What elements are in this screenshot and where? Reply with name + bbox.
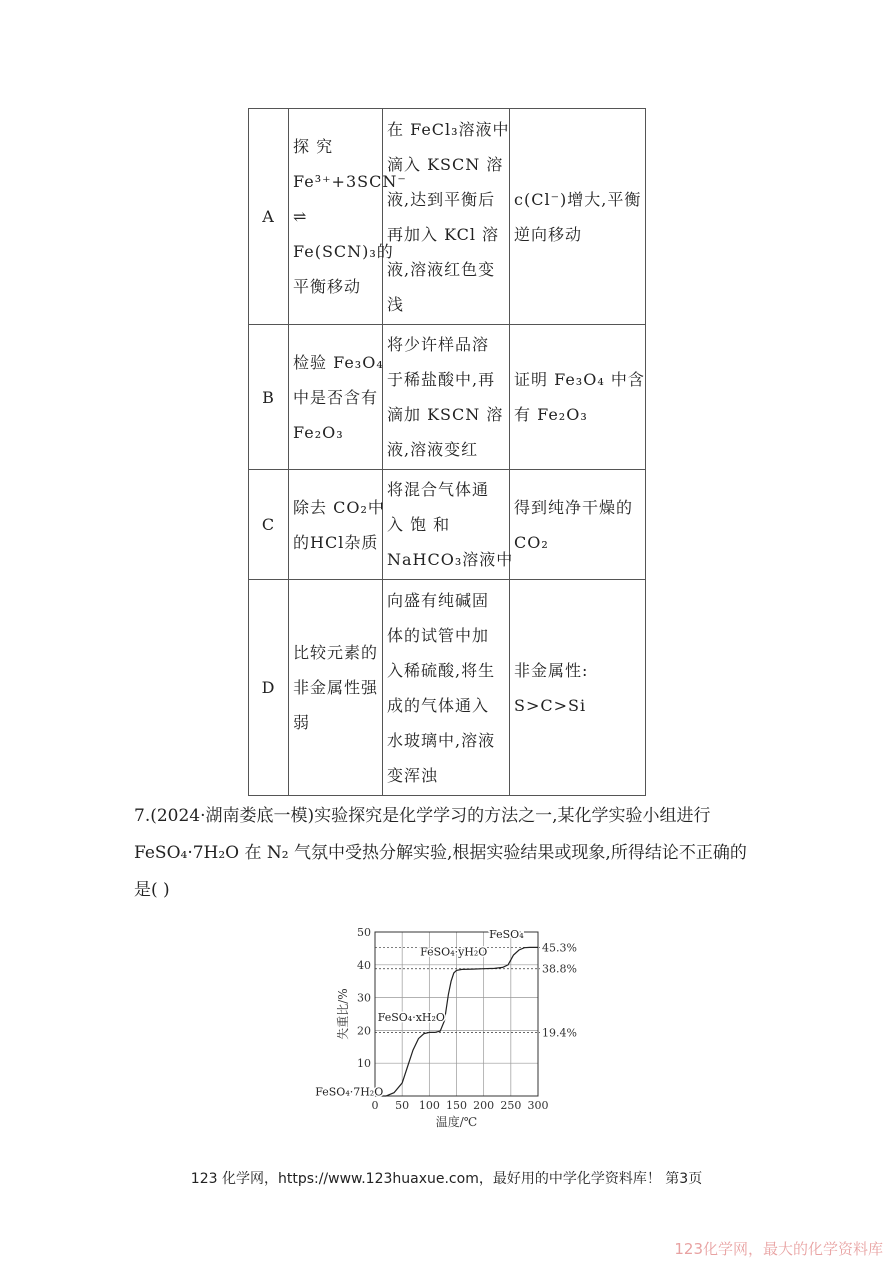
cell-line: NaHCO₃溶液中 — [387, 550, 514, 569]
table-row — [249, 109, 646, 325]
cell-line: 液,溶液红色变 — [387, 259, 496, 279]
x-tick-label: 100 — [418, 1099, 440, 1112]
conclusion-cell — [510, 580, 646, 796]
cell-line: 逆向移动 — [514, 224, 583, 244]
purpose-cell — [289, 580, 383, 796]
option-label: A — [249, 109, 289, 325]
cell-line: 于稀盐酸中,再 — [387, 370, 496, 389]
page-footer: 123 化学网，https://www.123huaxue.com，最好用的中学化学资料库！ 第3页 — [190, 1171, 703, 1187]
experiment-table — [248, 108, 646, 796]
cell-line: 浅 — [387, 294, 405, 314]
x-tick-label: 50 — [395, 1099, 410, 1112]
question-7 — [134, 798, 774, 909]
cell-line: 入稀硫酸,将生 — [387, 660, 496, 680]
table-row — [249, 580, 646, 796]
reference-label: 19.4% — [542, 1026, 577, 1040]
cell-line: 证明 Fe₃O₄ 中含 — [514, 370, 645, 389]
y-tick-label: 30 — [357, 991, 371, 1005]
cell-line: 液,溶液变红 — [387, 440, 479, 459]
cell-line: 中是否含有 — [293, 387, 379, 407]
y-tick-label: 10 — [357, 1057, 371, 1071]
table-row — [249, 325, 646, 470]
x-tick-label: 150 — [446, 1099, 467, 1112]
operation-cell — [383, 470, 514, 580]
purpose-cell — [289, 109, 407, 325]
operation-cell — [383, 325, 510, 470]
cell-line: 得到纯净干燥的 — [514, 497, 634, 517]
x-tick-label: 0 — [371, 1099, 379, 1112]
chart-annotation: FeSO₄·yH₂O — [420, 945, 488, 959]
cell-line: 向盛有纯碱固 — [387, 590, 490, 610]
cell-line: 滴加 KSCN 溶 — [387, 405, 504, 424]
chart-annotation: FeSO₄·xH₂O — [377, 1011, 445, 1025]
option-label: B — [249, 325, 289, 470]
cell-line: 在 FeCl₃溶液中 — [387, 119, 510, 139]
y-tick-label: 50 — [357, 926, 371, 939]
question-line-1: 7.(2024·湖南娄底一模)实验探究是化学学习的方法之一,某化学实验小组进行 — [134, 806, 711, 826]
option-label: D — [249, 580, 289, 796]
operation-cell — [383, 109, 510, 325]
cell-line: 检验 Fe₃O₄ — [293, 352, 384, 372]
cell-line: 探 究 — [293, 137, 334, 156]
y-axis-label: 失重比/% — [336, 988, 350, 1040]
cell-line: c(Cl⁻)增大,平衡 — [514, 189, 642, 209]
cell-line: 弱 — [293, 713, 311, 732]
conclusion-cell — [510, 109, 646, 325]
x-axis-label: 温度/℃ — [435, 1115, 478, 1129]
cell-line: 液,达到平衡后 — [387, 189, 496, 209]
question-line-2: FeSO₄·7H₂O 在 N₂ 气氛中受热分解实验,根据实验结果或现象,所得结论不正确的 — [134, 843, 747, 863]
cell-line: 变浑浊 — [387, 765, 439, 785]
purpose-cell — [289, 470, 383, 580]
cell-line: 将少许样品溶 — [387, 335, 490, 354]
chart-svg — [310, 920, 600, 1135]
operation-cell — [383, 580, 510, 796]
cell-line: 的HCl杂质 — [293, 532, 379, 552]
mass-loss-chart — [310, 920, 600, 1139]
purpose-cell — [289, 325, 383, 470]
conclusion-cell — [510, 470, 646, 580]
cell-line: 体的试管中加 — [387, 625, 490, 645]
reference-label: 38.8% — [542, 962, 577, 976]
cell-line: S>C>Si — [514, 695, 587, 715]
cell-line: 平衡移动 — [293, 277, 362, 296]
conclusion-cell — [510, 325, 646, 470]
cell-line: 比较元素的 — [293, 643, 379, 662]
y-tick-label: 40 — [357, 958, 371, 972]
cell-line: 除去 CO₂中 — [293, 497, 385, 517]
cell-line: 入 饱 和 — [387, 515, 451, 534]
cell-line: Fe(SCN)₃的 — [293, 242, 394, 261]
table-row — [249, 470, 646, 580]
cell-line: 有 Fe₂O₃ — [514, 405, 588, 424]
cell-line: 非金属性: — [514, 660, 589, 680]
x-tick-label: 300 — [527, 1099, 549, 1112]
cell-line: ⇌ — [293, 207, 308, 226]
x-tick-label: 250 — [500, 1099, 522, 1112]
cell-line: 滴入 KSCN 溶 — [387, 154, 504, 174]
cell-line: Fe₂O₃ — [293, 422, 344, 442]
x-tick-label: 200 — [473, 1099, 495, 1112]
cell-line: 水玻璃中,溶液 — [387, 730, 496, 750]
cell-line: 非金属性强 — [293, 678, 379, 697]
cell-line: 成的气体通入 — [387, 695, 490, 715]
reference-label: 45.3% — [542, 941, 577, 955]
chart-annotation: FeSO₄ — [489, 928, 524, 942]
cell-line: 将混合气体通 — [387, 480, 490, 499]
chart-annotation: FeSO₄·7H₂O — [315, 1085, 384, 1099]
question-line-3: 是( ) — [134, 880, 170, 900]
option-label: C — [249, 470, 289, 580]
y-tick-label: 20 — [357, 1024, 371, 1038]
cell-line: 再加入 KCl 溶 — [387, 224, 500, 244]
watermark-text: 123化学网，最大的化学资料库 — [674, 1240, 883, 1258]
cell-line: CO₂ — [514, 532, 549, 552]
cell-line: Fe³⁺+3SCN⁻ — [293, 172, 407, 191]
